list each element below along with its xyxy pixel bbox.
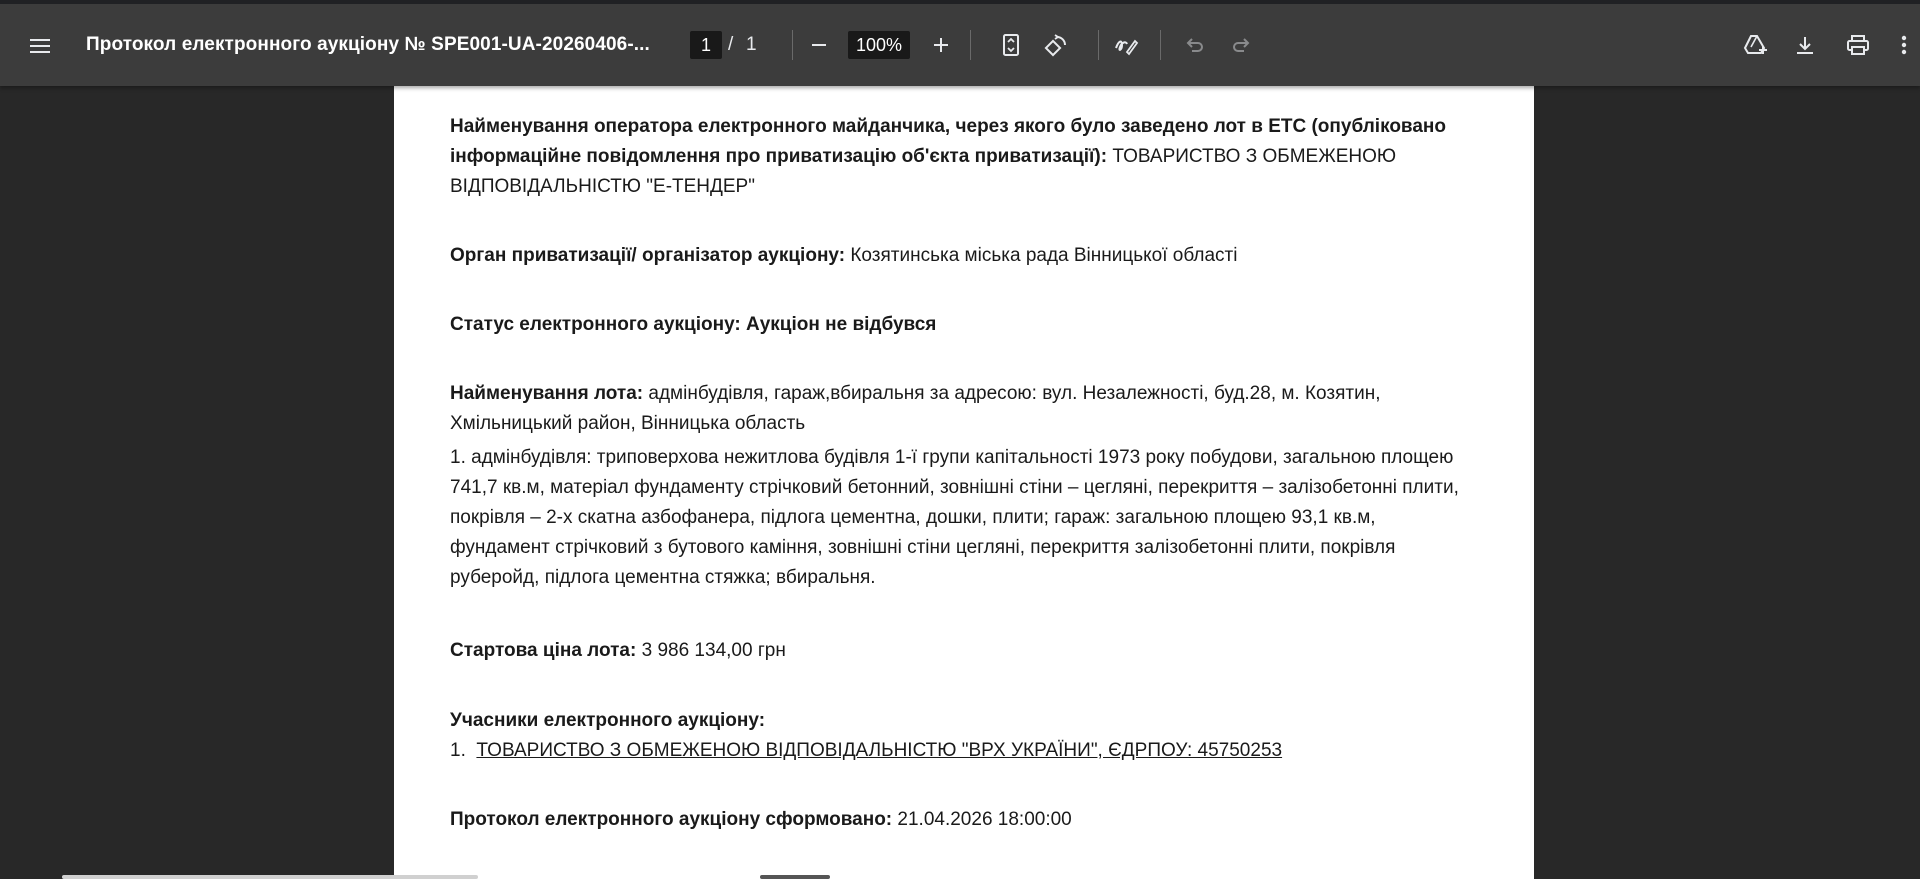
page-separator: / (728, 34, 734, 55)
zoom-input[interactable]: 100% (848, 31, 910, 59)
lot-description: 1. адмінбудівля: триповерхова нежитлова будівля 1-ї групи капітальності 1973 року побудови, загальною площею 741,7 кв.м, матеріал фундаменту стрічковий бетонний, зовнішні стіни – цегляні, перекриття – залізобетонні плити, покрівля – 2-х скатна азбофанера, підлога цементна, дошки, плити; гараж: загальною площею 93,1 кв.м, фундамент стрічковий з бутового каміння, зовнішні стіни цегляні, перекриття залізобетонні плити, покрівля руберойд, підлога цементна стяжка; вбиральня. (450, 447, 1459, 588)
lot-name-value: адмінбудівля, гараж,вбиральня за адресою: вул. Незалежності, буд.28, м. Козятин, Хмільницький район, Вінницька область (450, 383, 1381, 434)
participants-label: Учасники електронного аукціону: (450, 710, 766, 731)
pdf-toolbar (0, 0, 1920, 86)
fit-page-button[interactable] (996, 29, 1026, 61)
status-value: Аукціон не відбувся (740, 314, 937, 335)
toolbar-divider (970, 30, 971, 60)
menu-button[interactable] (22, 28, 58, 64)
scrollbar-thumb[interactable] (760, 875, 830, 879)
page-total: 1 (746, 34, 757, 55)
start-price-label: Стартова ціна лота: (450, 640, 637, 661)
start-price-paragraph (450, 636, 1480, 666)
redo-button[interactable] (1226, 29, 1256, 61)
toolbar-divider (792, 30, 793, 60)
horizontal-scrollbar[interactable] (62, 875, 478, 879)
organizer-label: Орган приватизації/ організатор аукціону: (450, 245, 846, 266)
start-price-value: 3 986 134,00 грн (636, 640, 786, 661)
operator-label: Найменування оператора електронного майданчика, через якого було заведено лот в ЕТС (опубліковано інформаційне повідомлення про приватизацію об'єкта приватизації): (450, 116, 1447, 167)
document-viewport[interactable] (0, 86, 1920, 879)
participant-number: 1. (450, 740, 466, 761)
formed-paragraph (450, 805, 1480, 835)
organizer-paragraph (450, 241, 1480, 271)
toolbar-divider (1098, 30, 1099, 60)
participant-item (450, 736, 1480, 766)
zoom-out-button[interactable] (804, 30, 834, 60)
formed-label: Протокол електронного аукціону сформовано: (450, 809, 893, 830)
undo-icon (1184, 34, 1206, 56)
rotate-icon (1043, 32, 1069, 58)
download-button[interactable] (1788, 28, 1822, 62)
lot-name-paragraph (450, 379, 1480, 439)
print-icon (1846, 33, 1870, 57)
undo-button[interactable] (1180, 29, 1210, 61)
document-title: Протокол електронного аукціону № SPE001-UA-20260406-... (86, 34, 650, 55)
lot-name-label: Найменування лота: (450, 383, 644, 404)
participant-name: ТОВАРИСТВО З ОБМЕЖЕНОЮ ВІДПОВІДАЛЬНІСТЮ "ВРХ УКРАЇНИ", ЄДРПОУ: 45750253 (476, 740, 1283, 761)
organizer-value: Козятинська міська рада Вінницької області (845, 245, 1238, 266)
operator-paragraph (450, 112, 1480, 202)
zoom-out-icon (810, 36, 828, 54)
save-to-drive-button[interactable] (1738, 28, 1772, 62)
more-options-button[interactable] (1894, 28, 1914, 62)
formed-value: 21.04.2026 18:00:00 (892, 809, 1072, 830)
zoom-in-icon (932, 36, 950, 54)
fit-page-icon (1002, 33, 1020, 57)
participants-heading (450, 706, 1480, 736)
status-paragraph (450, 310, 1480, 340)
drive-icon (1742, 32, 1768, 58)
window-top-strip (0, 0, 1920, 4)
zoom-in-button[interactable] (926, 30, 956, 60)
annotate-icon (1113, 32, 1139, 58)
status-label: Статус електронного аукціону: (450, 314, 741, 335)
rotate-button[interactable] (1040, 29, 1072, 61)
pdf-page (394, 86, 1534, 879)
redo-icon (1230, 34, 1252, 56)
download-icon (1794, 34, 1816, 56)
page-number-input[interactable]: 1 (690, 31, 722, 59)
more-icon (1901, 34, 1907, 56)
toolbar-divider (1160, 30, 1161, 60)
annotate-button[interactable] (1110, 29, 1142, 61)
print-button[interactable] (1840, 28, 1876, 62)
menu-icon (29, 38, 51, 54)
operator-value: ТОВАРИСТВО З ОБМЕЖЕНОЮ ВІДПОВІДАЛЬНІСТЮ "Е-ТЕНДЕР" (450, 146, 1397, 197)
